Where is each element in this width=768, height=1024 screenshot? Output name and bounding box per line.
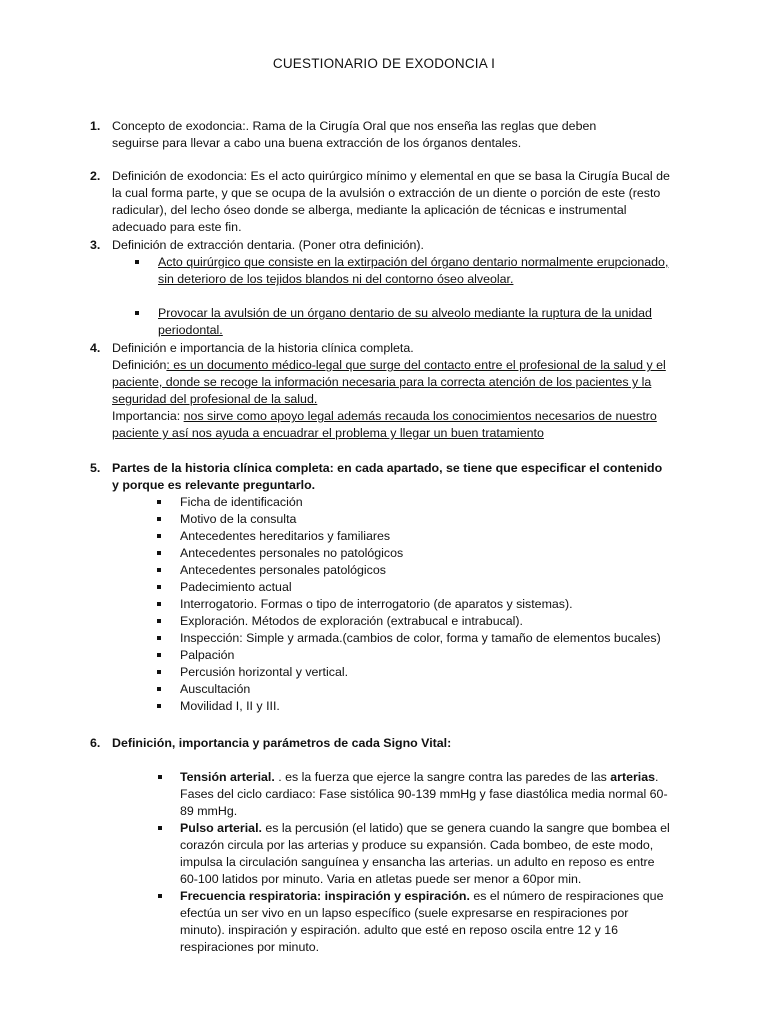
vital-3-line-4: respiraciones por minuto.	[180, 940, 320, 954]
bullet-square	[158, 894, 162, 898]
vital-sign-item	[180, 888, 680, 956]
vital-sign-item	[180, 769, 680, 820]
q5-list-item	[180, 511, 690, 528]
q2-line-1: Definición de exodoncia: Es el acto quirúrgico mínimo y elemental en que se basa la Cirugía Bucal de	[112, 169, 670, 183]
q3-b1-line-2: sin deterioro de los tejidos blandos ni del contorno óseo alveolar.	[158, 272, 514, 286]
question-number: 3.	[90, 238, 101, 252]
q5-list-item	[180, 681, 690, 698]
q4-label: Definición e importancia de la historia clínica completa.	[112, 341, 414, 355]
q4-imp-line-1: nos sirve como apoyo legal además recauda los conocimientos necesarios de nuestro	[183, 409, 657, 423]
question-number: 4.	[90, 341, 101, 355]
question-3	[90, 237, 690, 339]
q5-list-item-text: Antecedentes personales no patológicos	[180, 546, 404, 560]
q3-b2-line-2: periodontal.	[158, 323, 223, 337]
vital-3-head: Frecuencia respiratoria: inspiración y espiración.	[180, 889, 470, 903]
q5-list-item	[180, 494, 690, 511]
q3-label: Definición de extracción dentaria. (Poner otra definición).	[112, 238, 424, 252]
q4-def-line-3: seguridad del profesional de la salud.	[112, 392, 318, 406]
q2-line-3: radicular), del lecho óseo donde se alberga, mediante la aplicación de técnicas e instrumental	[112, 203, 627, 217]
q4-imp-line-2: paciente y así nos ayuda a encuadrar el problema y llegar un buen tratamiento	[112, 426, 544, 440]
vital-2-head: Pulso arterial.	[180, 821, 262, 835]
bullet-square	[157, 534, 161, 538]
q5-list-item-text: Interrogatorio. Formas o tipo de interrogatorio (de aparatos y sistemas).	[180, 597, 573, 611]
q1-line-1: Rama de la Cirugía Oral que nos enseña las reglas que deben	[249, 119, 597, 133]
q5-list-item	[180, 596, 690, 613]
bullet-square	[157, 687, 161, 691]
bullet-square	[157, 585, 161, 589]
q5-list-item	[180, 647, 690, 664]
q3-b1-line-1: Acto quirúrgico que consiste en la extirpación del órgano dentario normalmente erupcionado,	[158, 255, 669, 269]
q5-list-item-text: Exploración. Métodos de exploración (extrabucal e intrabucal).	[180, 614, 523, 628]
bullet-square	[157, 619, 161, 623]
q4-def-label: Definición	[112, 358, 167, 372]
vital-2-line-2: corazón circula por las arterias y produce su expansión. Cada bombeo, de este modo,	[180, 838, 654, 852]
q5-list-item-text: Auscultación	[180, 682, 251, 696]
vital-signs-list	[180, 769, 680, 956]
q2-line-2: la cual forma parte, y que se ocupa de la avulsión o extracción de un diente o porción de este (resto	[112, 186, 661, 200]
bullet-item	[158, 305, 690, 339]
vital-1-line-1c: .	[655, 770, 659, 784]
q5-list-item	[180, 664, 690, 681]
q5-list-item	[180, 562, 690, 579]
vital-3-line-2: efectúa un ser vivo en un lapso específico (suele expresarse en respiraciones por	[180, 906, 629, 920]
q5-list-item	[180, 630, 690, 647]
q5-list-item	[180, 613, 690, 630]
bullet-square	[157, 500, 161, 504]
vital-1-line-1b: arterias	[610, 770, 656, 784]
question-number: 6.	[90, 736, 101, 750]
q6-label: Definición, importancia y parámetros de cada Signo Vital:	[112, 736, 452, 750]
bullet-square	[157, 653, 161, 657]
vital-1-line-1a: . es la fuerza que ejerce la sangre contra las paredes de las	[274, 770, 611, 784]
q3-b2-line-1: Provocar la avulsión de un órgano dentario de su alveolo mediante la ruptura de la unidad	[158, 306, 652, 320]
bullet-square	[157, 636, 161, 640]
bullet-square	[157, 670, 161, 674]
q2-line-4: adecuado para este fin.	[112, 220, 242, 234]
question-number: 1.	[90, 119, 101, 133]
question-5	[90, 460, 690, 715]
vital-3-line-1: es el número de respiraciones que	[469, 889, 664, 903]
q4-def-line-2: paciente, donde se recoge la información necesaria para la correcta atención de los pacientes y la	[112, 375, 652, 389]
q5-list-item-text: Padecimiento actual	[180, 580, 292, 594]
q5-list-item-text: Palpación	[180, 648, 235, 662]
q5-list-item	[180, 579, 690, 596]
q5-list-item	[180, 528, 690, 545]
vital-sign-item	[180, 820, 680, 888]
q5-line-2: y porque es relevante preguntarlo.	[112, 478, 316, 492]
vital-1-head: Tensión arterial.	[180, 770, 275, 784]
q5-list-item-text: Antecedentes hereditarios y familiares	[180, 529, 391, 543]
question-4	[90, 340, 690, 442]
q4-def-line-1: : es un documento médico-legal que surge del contacto entre el profesional de la salud y el	[166, 358, 666, 372]
bullet-square	[135, 260, 139, 264]
q5-list	[180, 494, 690, 715]
q5-list-item	[180, 698, 690, 715]
question-number: 5.	[90, 461, 101, 475]
vital-2-line-4: 60-100 latidos por minuto. Varia en atletas puede ser menor a 60por min.	[180, 872, 582, 886]
q5-line-1: Partes de la historia clínica completa: en cada apartado, se tiene que especificar el contenido	[112, 461, 663, 475]
document-title: CUESTIONARIO DE EXODONCIA I	[272, 56, 496, 71]
question-number: 2.	[90, 169, 101, 183]
q5-list-item-text: Antecedentes personales patológicos	[180, 563, 386, 577]
q5-list-item-text: Percusión horizontal y vertical.	[180, 665, 349, 679]
q5-list-item-text: Movilidad I, II y III.	[180, 699, 280, 713]
q5-list-item-text: Inspección: Simple y armada.(cambios de color, forma y tamaño de elementos bucales)	[180, 631, 661, 645]
vital-1-line-2: Fases del ciclo cardiaco: Fase sistólica 90-139 mmHg y fase diastólica media normal 60-	[180, 787, 668, 801]
bullet-square	[158, 826, 162, 830]
bullet-item	[158, 254, 690, 288]
vital-3-line-3: minuto). inspiración y espiración. adulto que esté en reposo oscila entre 12 y 16	[180, 923, 619, 937]
q4-imp-label: Importancia:	[112, 409, 184, 423]
bullet-square	[157, 568, 161, 572]
q1-line-2: seguirse para llevar a cabo una buena extracción de los órganos dentales.	[112, 136, 522, 150]
vital-2-line-1: es la percusión (el latido) que se genera cuando la sangre que bombea el	[261, 821, 670, 835]
vital-1-line-3: 89 mmHg.	[180, 804, 238, 818]
bullet-square	[157, 551, 161, 555]
question-1	[90, 118, 690, 152]
bullet-square	[157, 517, 161, 521]
vital-2-line-3: impulsa la circulación sanguínea y ensancha las arterias. un adulto en reposo es entre	[180, 855, 655, 869]
q5-list-item-text: Ficha de identificación	[180, 495, 303, 509]
bullet-square	[135, 311, 139, 315]
bullet-square	[158, 775, 162, 779]
q5-list-item	[180, 545, 690, 562]
question-2	[90, 168, 690, 236]
question-6	[90, 735, 690, 752]
q1-label: Concepto de exodoncia:.	[112, 119, 250, 133]
bullet-square	[157, 704, 161, 708]
q5-list-item-text: Motivo de la consulta	[180, 512, 297, 526]
bullet-square	[157, 602, 161, 606]
